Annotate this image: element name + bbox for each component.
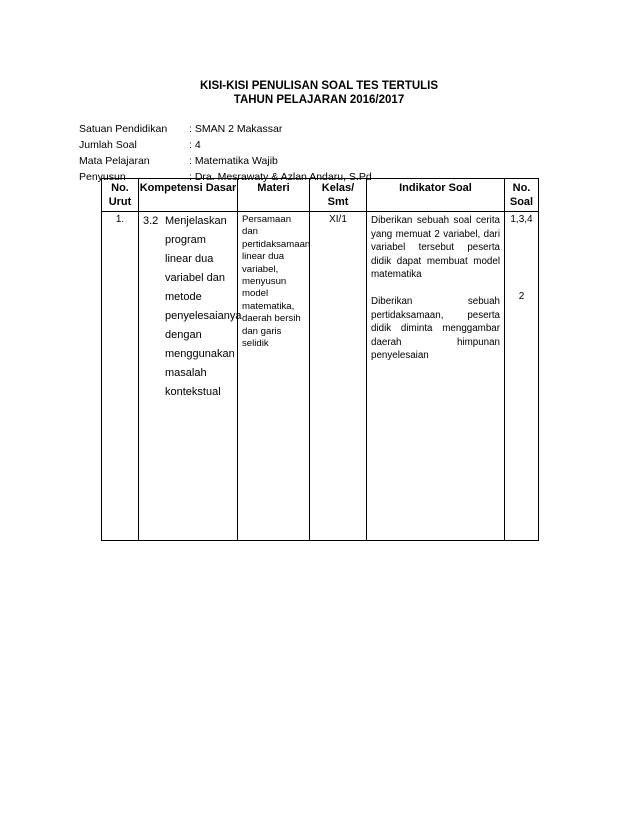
meta-row-mapel xyxy=(79,153,372,169)
header-text: Kompetensi Dasar xyxy=(139,182,237,194)
soal-number: 1,3,4 xyxy=(510,214,533,225)
header-text: Indikator Soal xyxy=(399,182,472,194)
header-no-soal xyxy=(505,179,539,212)
cell-kelas-smt: XI/1 xyxy=(310,212,367,541)
kd-text: Menjelaskan program linear dua variabel dan metode penyelesaianya dengan menggunakan masalah kontekstual xyxy=(165,215,242,398)
kisi-kisi-table xyxy=(101,178,539,541)
meta-value: : Dra. Mesrawaty & Azlan Andaru, S.Pd xyxy=(189,171,372,183)
kd-number: 3.2 xyxy=(143,215,159,227)
header-text: Kelas/ xyxy=(321,182,355,194)
cell-no-urut: 1. xyxy=(102,212,139,541)
meta-value: : Matematika Wajib xyxy=(189,155,278,167)
meta-value: : 4 xyxy=(189,139,201,151)
header-text: No. xyxy=(512,182,531,194)
meta-label: Penyusun xyxy=(79,171,126,183)
meta-row-satuan xyxy=(79,121,372,137)
document-title: KISI-KISI PENULISAN SOAL TES TERTULIS xyxy=(199,80,439,92)
meta-info xyxy=(79,121,372,185)
spacer xyxy=(371,282,500,295)
header-kelas-smt xyxy=(310,179,367,212)
cell-no-soal xyxy=(505,212,539,541)
cell-indikator-soal xyxy=(367,212,505,541)
meta-label: Jumlah Soal xyxy=(79,139,137,151)
header-indikator-soal xyxy=(367,179,505,212)
header-no-urut xyxy=(102,179,139,212)
indikator-item: Diberikan sebuah pertidaksamaan, peserta didik diminta menggambar daerah himpunan penyelesaian xyxy=(371,295,500,362)
table-row xyxy=(102,212,539,541)
meta-label: Mata Pelajaran xyxy=(79,155,150,167)
header-text: Smt xyxy=(327,196,349,208)
header-text: Materi xyxy=(257,182,290,194)
meta-row-jumlah xyxy=(79,137,372,153)
header-materi xyxy=(238,179,310,212)
soal-number: 2 xyxy=(518,291,525,302)
header-text: No. xyxy=(111,182,129,194)
header-text: Soal xyxy=(509,196,534,208)
cell-materi: Persamaan dan pertidaksamaan linear dua variabel, menyusun model matematika, daerah bersih dan garis selidik xyxy=(238,212,310,541)
document-subtitle: TAHUN PELAJARAN 2016/2017 xyxy=(233,94,405,106)
meta-label: Satuan Pendidikan xyxy=(79,123,168,135)
cell-kompetensi-dasar xyxy=(139,212,242,541)
table-header-row xyxy=(102,179,539,212)
header-kompetensi-dasar xyxy=(139,179,238,212)
meta-value: : SMAN 2 Makassar xyxy=(189,123,283,135)
header-text: Urut xyxy=(108,196,132,208)
indikator-item: Diberikan sebuah soal cerita yang memuat 2 variabel, dari variabel tersebut peserta didik dapat membuat model matematika xyxy=(371,215,500,281)
